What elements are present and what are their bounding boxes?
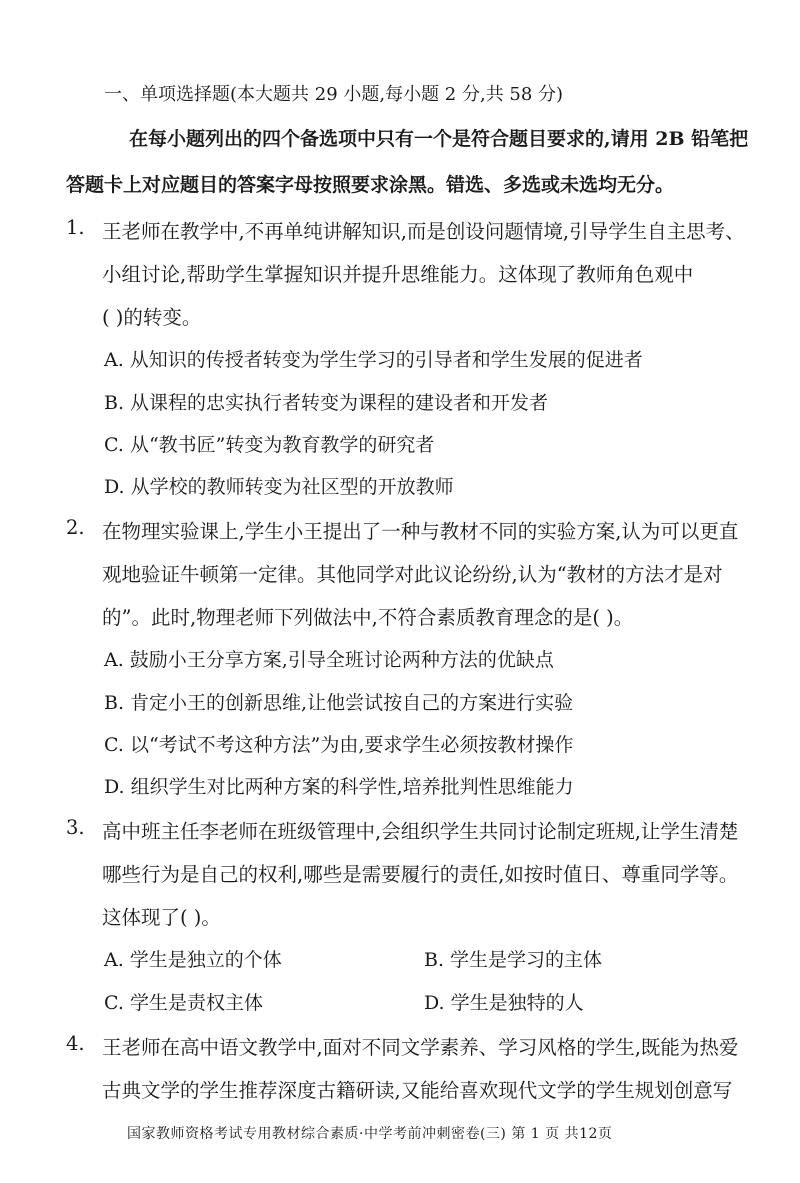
instruction-line-1: 在每小题列出的四个备选项中只有一个是符合题目要求的,请用 2B 铅笔把 bbox=[129, 128, 749, 150]
question-text-line: 古典文学的学生推荐深度古籍研读,又能给喜欢现代文学的学生规划创意写 bbox=[102, 1079, 733, 1102]
question-text-line: 小组讨论,帮助学生掌握知识并提升思维能力。这体现了教师角色观中 bbox=[102, 263, 694, 286]
question-text-line: 王老师在高中语文教学中,面对不同文学素养、学习风格的学生,既能为热爱 bbox=[102, 1036, 739, 1059]
option-a: A. 学生是独立的个体 bbox=[104, 949, 282, 971]
question-text-line: 的”。此时,物理老师下列做法中,不符合素质教育理念的是( )。 bbox=[102, 606, 634, 629]
option-b: B. 学生是学习的主体 bbox=[424, 949, 603, 971]
page-footer: 国家教师资格考试专用教材综合素质·中学考前冲刺密卷(三) 第 1 页 共12页 bbox=[127, 1126, 613, 1142]
option-d: D. 从学校的教师转变为社区型的开放教师 bbox=[104, 476, 454, 498]
option-d: D. 学生是独特的人 bbox=[424, 992, 584, 1014]
question-text-line: 在物理实验课上,学生小王提出了一种与教材不同的实验方案,认为可以更直 bbox=[102, 520, 739, 543]
option-c: C. 从“教书匠”转变为教育教学的研究者 bbox=[104, 434, 435, 456]
question-text-line: 观地验证牛顿第一定律。其他同学对此议论纷纷,认为“教材的方法才是对 bbox=[102, 563, 723, 586]
question-number: 4. bbox=[66, 1032, 85, 1055]
option-d: D. 组织学生对比两种方案的科学性,培养批判性思维能力 bbox=[104, 776, 574, 798]
question-text-line: 这体现了( )。 bbox=[102, 906, 221, 929]
question-text-line: ( )的转变。 bbox=[102, 306, 202, 329]
option-c: C. 以“考试不考这种方法”为由,要求学生必须按教材操作 bbox=[104, 734, 574, 756]
section-title: 一、单项选择题(本大题共 29 小题,每小题 2 分,共 58 分) bbox=[104, 84, 564, 105]
option-a: A. 从知识的传授者转变为学生学习的引导者和学生发展的促进者 bbox=[104, 349, 643, 371]
question-number: 2. bbox=[66, 516, 85, 539]
option-b: B. 肯定小王的创新思维,让他尝试按自己的方案进行实验 bbox=[104, 692, 574, 714]
option-a: A. 鼓励小王分享方案,引导全班讨论两种方法的优缺点 bbox=[104, 649, 554, 671]
question-text-line: 王老师在教学中,不再单纯讲解知识,而是创设问题情境,引导学生自主思考、 bbox=[102, 220, 745, 243]
question-number: 1. bbox=[66, 216, 85, 239]
question-number: 3. bbox=[66, 816, 85, 839]
question-text-line: 高中班主任李老师在班级管理中,会组织学生共同讨论制定班规,让学生清楚 bbox=[102, 820, 739, 843]
question-text-line: 哪些行为是自己的权利,哪些是需要履行的责任,如按时值日、尊重同学等。 bbox=[102, 863, 739, 886]
option-b: B. 从课程的忠实执行者转变为课程的建设者和开发者 bbox=[104, 392, 549, 414]
instruction-line-2: 答题卡上对应题目的答案字母按照要求涂黑。错选、多选或未选均无分。 bbox=[66, 174, 675, 196]
option-c: C. 学生是责权主体 bbox=[104, 992, 263, 1014]
